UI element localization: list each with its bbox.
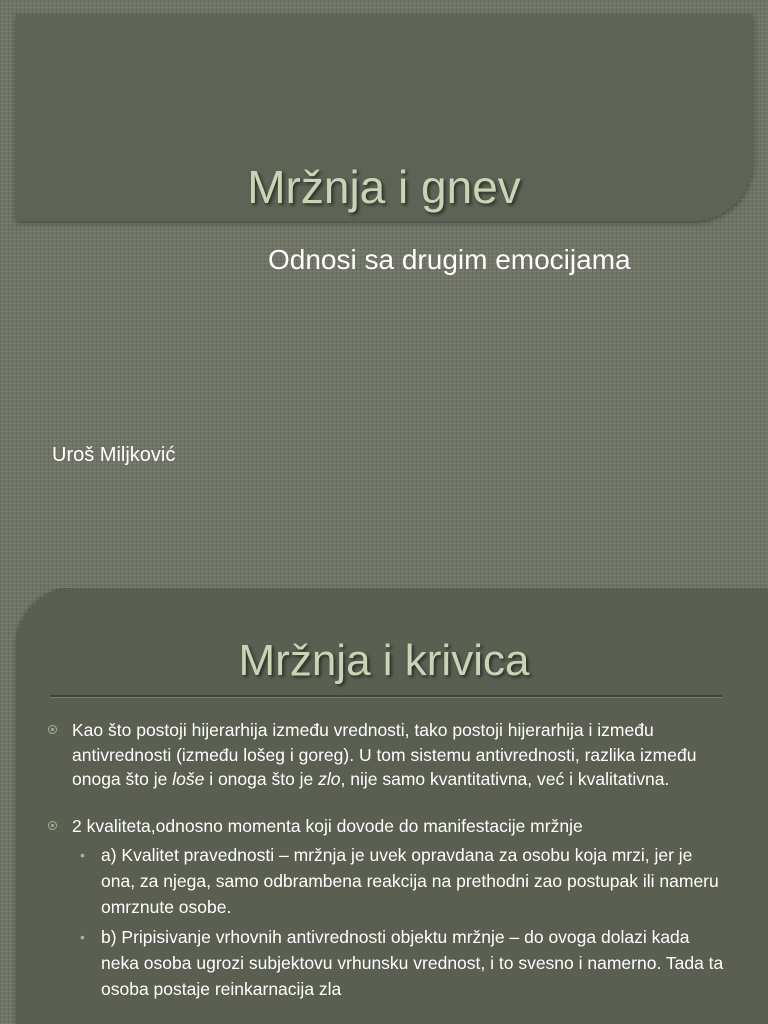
author-name: Uroš Miljković <box>52 444 176 466</box>
bullet-italic-term: zlo <box>318 769 341 789</box>
bullet-text: 2 kvaliteta,odnosno momenta koji dovode do manifestacije mržnje <box>72 815 583 836</box>
slide-subtitle: Odnosi sa drugim emocijama <box>268 244 631 275</box>
sub-bullet-text: a) Kvalitet pravednosti – mržnja je uvek opravdana za osobu koja mrzi, jer je ona, za njega, samo odbrambena reakcija na prethodni zao postupak ili nameru omrznute osobe. <box>101 845 719 917</box>
sub-bullet-dot-icon: • <box>80 929 85 945</box>
bullet-item <box>46 718 726 792</box>
bullet-italic-term: loše <box>172 769 205 789</box>
slide-body <box>46 718 726 1006</box>
bullet-text-segment: Kao što postoji hijerarhija između vrednosti, tako postoji hijerarhija i između antivrednosti (između lošeg i goreg). U tom sistemu antivrednosti, razlika između onoga što je <box>72 720 697 789</box>
sub-bullet-item <box>46 842 726 920</box>
bullet-text-segment: , nije samo kvantitativna, već i kvalitativna. <box>340 769 670 789</box>
bullet-text-segment: i onoga što je <box>204 769 319 789</box>
bullet-item <box>46 814 726 839</box>
sub-bullet-text: b) Pripisivanje vrhovnih antivrednosti objektu mržnje – do ovoga dolazi kada neka osoba ugrozi subjektovu vrhunsku vrednost, i to svesno i namerno. Tada ta osoba postaje reinkarnacija zla <box>101 927 724 999</box>
bullet-circle-icon <box>48 725 57 734</box>
bullet-circle-icon <box>48 821 57 830</box>
slide-title: Mržnja i krivica <box>238 636 530 685</box>
sub-bullet-dot-icon: • <box>80 847 85 863</box>
content-slide <box>0 588 768 1024</box>
sub-bullet-item <box>46 924 726 1002</box>
slide-title: Mržnja i gnev <box>247 161 521 213</box>
title-divider <box>50 695 722 698</box>
bullet-text <box>72 718 726 792</box>
